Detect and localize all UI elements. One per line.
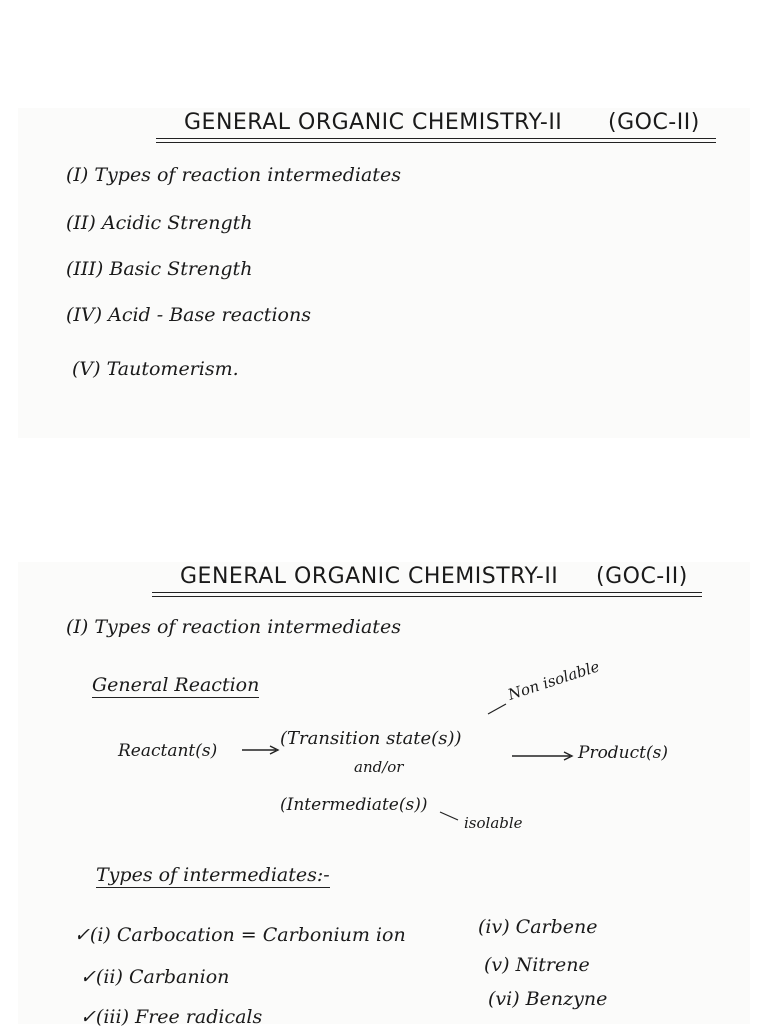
non-isolable-pointer [488, 704, 506, 714]
andor-label: and/or [354, 758, 404, 776]
page-title: GENERAL ORGANIC CHEMISTRY-II [184, 110, 563, 135]
isolable-label: isolable [464, 814, 523, 832]
intermediates-label: (Intermediate(s)) [280, 795, 428, 815]
topic-item: (III) Basic Strength [66, 258, 253, 280]
intermediate-type: (vi) Benzyne [488, 988, 608, 1010]
section-heading-text: (I) Types of reaction intermediates [66, 616, 401, 638]
page-title-abbreviation: (GOC-II) [608, 110, 700, 135]
general-reaction-heading-text: General Reaction [92, 674, 260, 696]
topic-item: (IV) Acid - Base reactions [66, 304, 311, 326]
reaction-diagram [18, 562, 750, 1024]
topic-item: (I) Types of reaction intermediates [66, 164, 401, 186]
product-label: Product(s) [578, 743, 668, 763]
page-title-abbreviation: (GOC-II) [596, 564, 688, 589]
isolable-pointer [440, 812, 458, 820]
intermediate-type: (v) Nitrene [484, 954, 590, 976]
title-underline [156, 138, 716, 139]
notes-page-2 [18, 562, 750, 1028]
types-heading-text: Types of intermediates:- [96, 864, 330, 886]
topic-item: (II) Acidic Strength [66, 212, 253, 234]
transition-state-label: (Transition state(s)) [280, 728, 462, 749]
intermediate-type: (iv) Carbene [478, 916, 598, 938]
intermediate-type: ✓(ii) Carbanion [80, 966, 230, 988]
intermediate-type: ✓(iii) Free radicals [80, 1006, 263, 1028]
title-underline-second [156, 142, 716, 143]
types-heading [96, 864, 330, 886]
topic-item: (V) Tautomerism. [72, 358, 239, 380]
page-title: GENERAL ORGANIC CHEMISTRY-II [180, 564, 559, 589]
reactant-label: Reactant(s) [118, 741, 218, 761]
notes-page-1 [18, 108, 750, 438]
intermediate-type: ✓(i) Carbocation = Carbonium ion [74, 924, 406, 946]
non-isolable-label: Non isolable [505, 657, 602, 704]
